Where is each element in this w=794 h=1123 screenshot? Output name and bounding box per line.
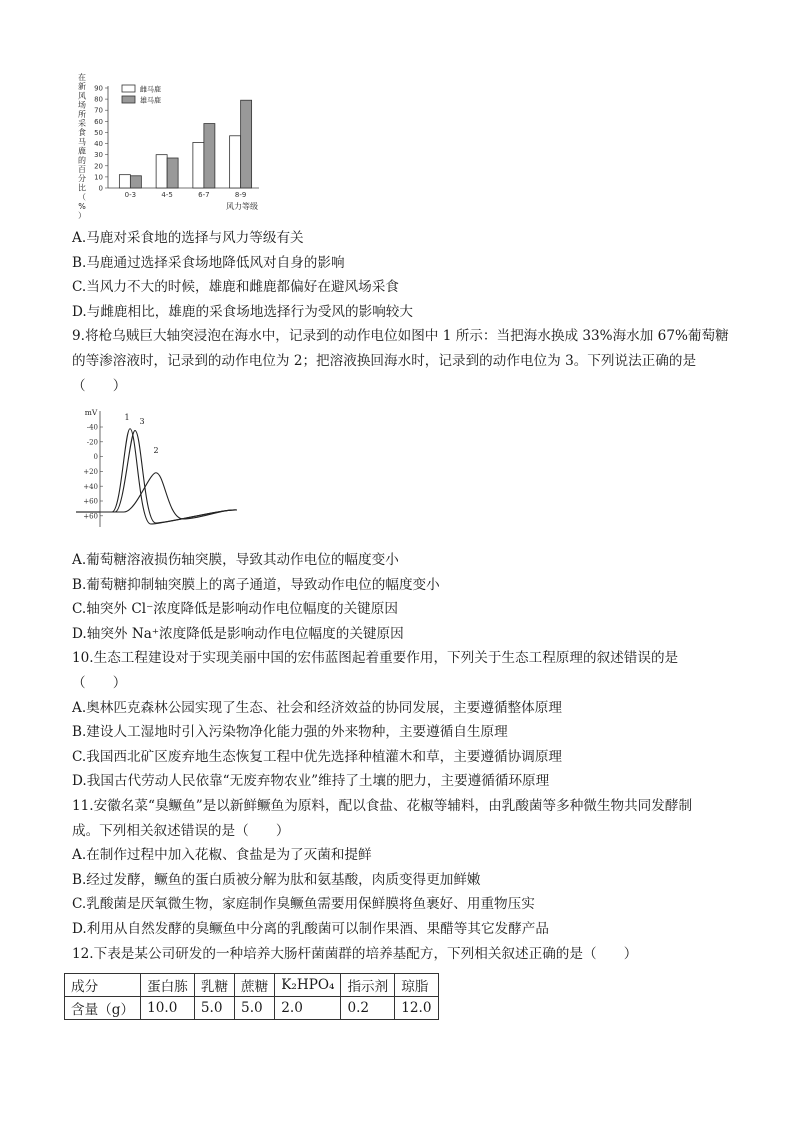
bar-female bbox=[230, 136, 241, 188]
x-tick-label: 6-7 bbox=[198, 191, 210, 199]
y-tick-label: -20 bbox=[86, 438, 98, 447]
y-tick-label: 40 bbox=[94, 140, 103, 149]
text-line: A.葡萄糖溶液损伤轴突膜，导致其动作电位的幅度变小 bbox=[72, 552, 399, 568]
table-cell: 12.0 bbox=[395, 997, 438, 1020]
legend-swatch bbox=[122, 85, 135, 92]
y-tick-label: 50 bbox=[94, 128, 103, 137]
y-tick-label: 20 bbox=[94, 162, 103, 171]
legend-label: 雌马鹿 bbox=[140, 85, 161, 94]
bar-male bbox=[241, 100, 252, 188]
table-cell: 乳糖 bbox=[194, 974, 234, 997]
text-line: C.轴突外 Cl⁻浓度降低是影响动作电位幅度的关键原因 bbox=[72, 601, 398, 618]
y-axis-label-char: % bbox=[78, 201, 86, 211]
y-tick-label: -40 bbox=[86, 423, 98, 432]
y-axis-label-char: 分 bbox=[78, 174, 86, 184]
y-axis-label-char: 比 bbox=[78, 183, 86, 193]
table-row bbox=[65, 997, 439, 1020]
curve-label: 1 bbox=[124, 413, 130, 422]
text-line: D.利用从自然发酵的臭鳜鱼中分离的乳酸菌可以制作果酒、果醋等其它发酵产品 bbox=[72, 921, 549, 937]
text-line: C.当风力不大的时候，雄鹿和雌鹿都偏好在避风场采食 bbox=[72, 279, 399, 296]
curve-label: 3 bbox=[139, 417, 145, 426]
text-line: 10.生态工程建设对于实现美丽中国的宏伟蓝图起着重要作用，下列关于生态工程原理的叙述错误的是 bbox=[72, 650, 679, 667]
y-axis-label-char: （ bbox=[78, 192, 86, 202]
bar-female bbox=[156, 155, 167, 188]
text-line: B.葡萄糖抑制轴突膜上的离子通道，导致动作电位的幅度变小 bbox=[72, 576, 440, 593]
y-tick-label: +20 bbox=[83, 468, 98, 476]
text-line: 成。下列相关叙述错误的是（ ） bbox=[72, 822, 290, 839]
y-axis-label-char: 的 bbox=[78, 155, 86, 165]
table-cell: 琼脂 bbox=[395, 974, 438, 997]
table-cell: 0.2 bbox=[341, 997, 395, 1020]
y-axis-label-char: 所 bbox=[78, 109, 86, 119]
text-line: B.建设人工湿地时引入污染物净化能力强的外来物种，主要遵循自生原理 bbox=[72, 724, 508, 741]
text-line: 9.将枪乌贼巨大轴突浸泡在海水中，记录到的动作电位如图中 1 所示：当把海水换成 33%海水加 67%葡萄糖 bbox=[72, 328, 729, 345]
y-axis-label-char: 鹿 bbox=[78, 146, 86, 156]
text-line: D.轴突外 Na⁺浓度降低是影响动作电位幅度的关键原因 bbox=[72, 625, 404, 642]
y-tick-label: +60 bbox=[83, 512, 98, 521]
table-cell: 蛋白胨 bbox=[141, 974, 195, 997]
y-axis-label-char: 马 bbox=[78, 137, 86, 147]
text-line: B.马鹿通过选择采食场地降低风对自身的影响 bbox=[72, 254, 345, 271]
culture-medium-table bbox=[64, 973, 439, 1020]
y-axis-unit: mV bbox=[84, 408, 98, 417]
bar-female bbox=[119, 175, 130, 188]
text-line: A.马鹿对采食地的选择与风力等级有关 bbox=[72, 230, 304, 246]
y-tick-label: 60 bbox=[94, 117, 103, 126]
curve-3 bbox=[100, 431, 237, 523]
legend-swatch bbox=[122, 96, 135, 103]
table-cell: 5.0 bbox=[194, 997, 234, 1020]
table-cell: K₂HPO₄ bbox=[275, 974, 341, 997]
wind-bar-chart bbox=[74, 72, 274, 222]
y-tick-label: 0 bbox=[93, 453, 98, 462]
legend-label: 雄马鹿 bbox=[140, 96, 161, 105]
table-cell: 5.0 bbox=[235, 997, 275, 1020]
text-line: （ ） bbox=[72, 675, 127, 691]
y-tick-label: +40 bbox=[83, 482, 98, 491]
bar-male bbox=[204, 124, 215, 188]
y-tick-label: 30 bbox=[94, 151, 103, 160]
text-line: D.我国古代劳动人民依靠“无废弃物农业”维持了土壤的肥力，主要遵循循环原理 bbox=[72, 773, 550, 790]
text-line: 12.下表是某公司研发的一种培养大肠杆菌菌群的培养基配方，下列相关叙述正确的是（ ） bbox=[72, 945, 638, 962]
y-tick-label: 0 bbox=[98, 184, 103, 193]
table-cell: 蔗糖 bbox=[235, 974, 275, 997]
bar-female bbox=[193, 142, 204, 188]
table-cell: 指示剂 bbox=[341, 974, 395, 997]
text-line: D.与雌鹿相比，雄鹿的采食场地选择行为受风的影响较大 bbox=[72, 303, 413, 320]
table-cell: 10.0 bbox=[141, 997, 195, 1020]
y-axis-label-char: 食 bbox=[78, 128, 86, 138]
y-axis-label-char: ） bbox=[78, 211, 86, 220]
text-line: 11.安徽名菜“臭鳜鱼”是以新鲜鳜鱼为原料，配以食盐、花椒等辅料，由乳酸菌等多种微生物共同发酵制 bbox=[72, 798, 693, 814]
table-cell: 2.0 bbox=[275, 997, 341, 1020]
text-line: 的等渗溶液时，记录到的动作电位为 2；把溶液换回海水时，记录到的动作电位为 3。下列说法正确的是 bbox=[72, 353, 697, 369]
action-potential-chart bbox=[72, 405, 247, 530]
y-axis-label-char: 采 bbox=[78, 119, 86, 128]
y-tick-label: 80 bbox=[94, 95, 103, 104]
text-line: C.乳酸菌是厌氧微生物，家庭制作臭鳜鱼需要用保鲜膜将鱼裹好、用重物压实 bbox=[72, 896, 535, 913]
y-axis-label-char: 风 bbox=[78, 91, 86, 101]
y-axis-label-char: 在 bbox=[78, 73, 86, 82]
y-tick-label: 10 bbox=[94, 173, 103, 182]
y-tick-label: 90 bbox=[94, 84, 103, 93]
x-tick-label: 8-9 bbox=[234, 191, 247, 199]
y-tick-label: 70 bbox=[94, 106, 103, 115]
curve-1 bbox=[100, 429, 237, 524]
table-cell: 含量（g） bbox=[65, 997, 141, 1020]
curve-label: 2 bbox=[153, 446, 159, 455]
x-tick-label: 4-5 bbox=[161, 191, 173, 199]
text-line: C.我国西北矿区废弃地生态恢复工程中优先选择种植灌木和草，主要遵循协调原理 bbox=[72, 748, 563, 765]
y-axis-label-char: 场 bbox=[78, 100, 86, 110]
text-line: A.奥林匹克森林公园实现了生态、社会和经济效益的协同发展，主要遵循整体原理 bbox=[72, 699, 562, 716]
text-line: B.经过发酵，鳜鱼的蛋白质被分解为肽和氨基酸，肉质变得更加鲜嫩 bbox=[72, 871, 481, 888]
x-tick-label: 0-3 bbox=[124, 191, 137, 199]
table-cell: 成分 bbox=[65, 974, 141, 997]
text-line: A.在制作过程中加入花椒、食盐是为了灭菌和提鲜 bbox=[72, 847, 372, 864]
bar-male bbox=[167, 158, 178, 188]
y-tick-label: +60 bbox=[83, 497, 98, 506]
x-axis-label: 风力等级 bbox=[226, 202, 258, 211]
text-line: （ ） bbox=[72, 377, 127, 394]
bar-male bbox=[130, 176, 141, 188]
y-axis-label-char: 新 bbox=[78, 82, 86, 92]
table-header-row bbox=[65, 974, 439, 997]
y-axis-label-char: 百 bbox=[78, 165, 86, 174]
